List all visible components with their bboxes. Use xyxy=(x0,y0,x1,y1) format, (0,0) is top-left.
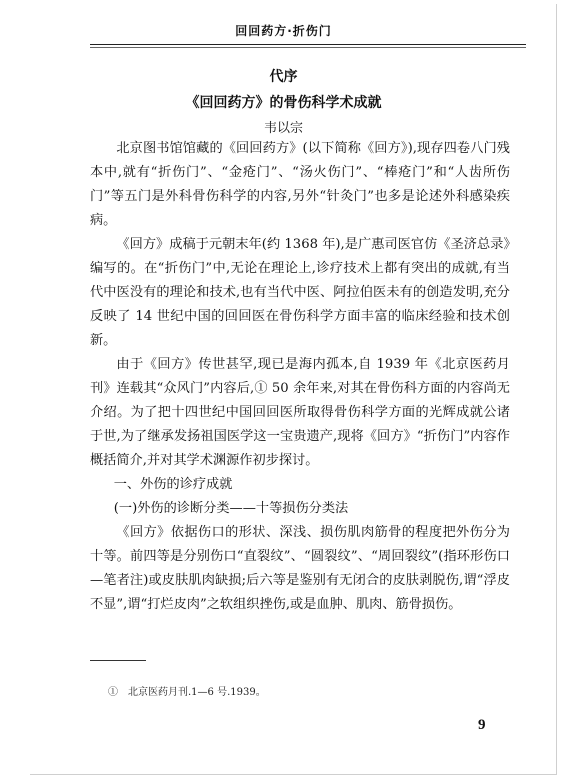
body-text xyxy=(90,137,510,617)
paragraph: 北京图书馆馆藏的《回回药方》(以下简称《回方》),现存四卷八门残本中,就有“折伤门”、“金疮门”、“汤火伤门”、“棒疮门”和“人齿所伤门”等五门是外科骨伤科学的内容,另外“针灸门”也多是论述外科感染疾病。 xyxy=(90,141,510,228)
section-heading: 一、外伤的诊疗成就 xyxy=(113,477,233,492)
paragraph: 由于《回方》传世甚罕,现已是海内孤本,自 1939 年《北京医药月刊》连载其“众风门”内容后,① 50 余年来,对其在骨伤科方面的内容尚无介绍。为了把十四世纪中国回回医所取得骨伤科学方面的光辉成就公诸于世,为了继承发扬祖国医学这一宝贵遗产,现将《回方》“折伤门”内容作概括简介,并对其学术渊源作初步探讨。 xyxy=(90,357,510,468)
running-head: 回回药方·折伤门 xyxy=(235,24,332,38)
paragraph: 《回方》成稿于元朝末年(约 1368 年),是广惠司医官仿《圣济总录》编写的。在“折伤门”中,无论在理论上,诊疗技术上都有突出的成就,有当代中医没有的理论和技术,也有当代中医、阿拉伯医未有的创造发明,充分反映了 14 世纪中国的回回医在骨伤科学方面丰富的临床经验和技术创新。 xyxy=(90,237,510,348)
preface-label: 代序 xyxy=(269,69,298,85)
header-rule-secondary xyxy=(90,47,526,48)
footnote: ① 北京医药月刊.1—6 号.1939。 xyxy=(108,687,266,698)
paragraph: 《回方》依据伤口的形状、深浅、损伤肌肉筋骨的程度把外伤分为十等。前四等是分别伤口“直裂纹”、“圆裂纹”、“周回裂纹”(指环形伤口—笔者注)或皮肤肌肉缺损;后六等是鉴别有无闭合的皮肤剥脱伤,谓“浮皮不显”,谓“打烂皮肉”之软组织挫伤,或是血肿、肌肉、筋骨损伤。 xyxy=(90,525,510,612)
footnote-rule xyxy=(90,660,146,661)
header-rule xyxy=(90,44,526,45)
subsection-heading: (一)外伤的诊断分类——十等损伤分类法 xyxy=(113,501,349,516)
page-number: 9 xyxy=(478,717,486,733)
author-name: 韦以宗 xyxy=(263,121,303,136)
article-title: 《回回药方》的骨伤科学术成就 xyxy=(185,95,382,111)
